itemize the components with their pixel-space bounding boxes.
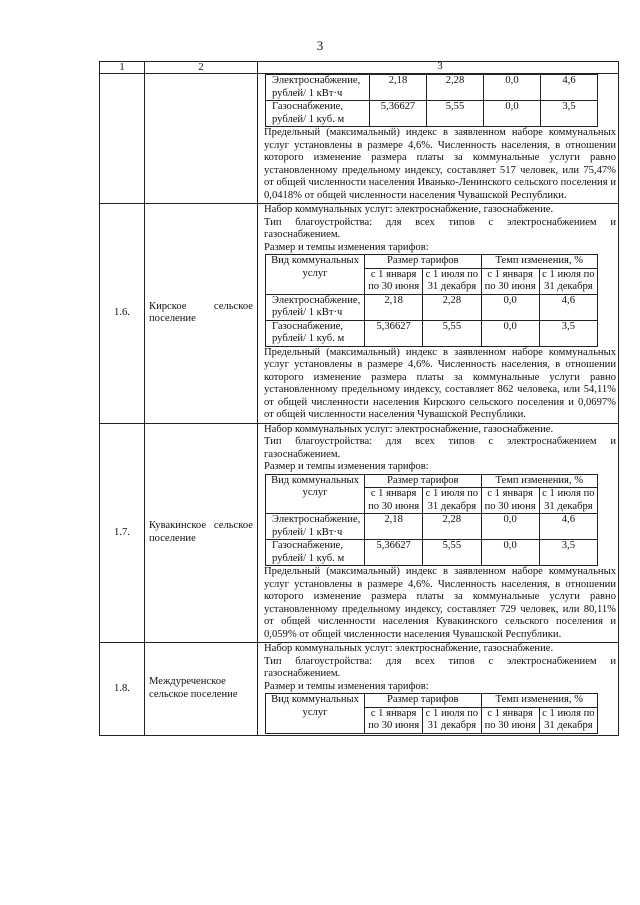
col-rate-header: Темп изменения, % <box>481 255 598 269</box>
value-cell: 4,6 <box>541 75 598 101</box>
header-col-2: 2 <box>145 62 258 74</box>
service-cell: Газоснабжение, рублей/ 1 куб. м <box>266 540 365 566</box>
entry-row-1-6 <box>100 204 619 424</box>
value-cell: 5,55 <box>423 320 481 346</box>
value-cell: 3,5 <box>539 540 597 566</box>
entry-row-1-7 <box>100 423 619 643</box>
value-cell: 0,0 <box>481 294 539 320</box>
sub-header: с 1 июля по 31 декабря <box>423 488 481 514</box>
value-cell: 0,0 <box>481 514 539 540</box>
value-cell: 2,28 <box>423 514 481 540</box>
value-cell: 2,28 <box>427 75 484 101</box>
service-cell: Газоснабжение, рублей/ 1 куб. м <box>266 320 365 346</box>
header-col-3: 3 <box>258 62 619 74</box>
tariffs-title: Размер и темпы изменения тарифов: <box>264 680 429 692</box>
tariff-inner-table <box>265 474 598 567</box>
value-cell: 4,6 <box>539 514 597 540</box>
value-cell: 3,5 <box>539 320 597 346</box>
sub-header: с 1 января по 30 июня <box>481 268 539 294</box>
limit-index-paragraph: Предельный (максимальный) индекс в заявленном наборе коммунальных услуг установлены в размере 4,6%. Численность населения, в отношении которого изменение размера платы за коммунальные услуги равно установленному предельному индексу, составляет 517 человек, или 75,47% от общей численности населения Иванько-Ленинского сельского поселения и 0,0418% от общей численности населения Чувашской Республики. <box>264 127 616 201</box>
inner-row <box>266 294 598 320</box>
value-cell: 5,55 <box>427 101 484 127</box>
improvement-type: Тип благоустройства: для всех типов с электроснабжением и газоснабжением. <box>264 436 616 460</box>
header-col-1: 1 <box>100 62 145 74</box>
services-set: Набор коммунальных услуг: электроснабжение, газоснабжение. <box>264 204 554 215</box>
settlement-name: Кирское сельское поселение <box>145 204 258 424</box>
header-row <box>100 62 619 74</box>
tariff-inner-table <box>265 693 598 734</box>
limit-index-paragraph: Предельный (максимальный) индекс в заявленном наборе коммунальных услуг установлены в размере 4,6%. Численность населения, в отношении которого изменение размера платы за коммунальные услуги равно установленному предельному индексу, составляет 862 человека, или 54,11% от общей численности населения Кирского сельского поселения и 0,0697% от общей численности населения Чувашской Республики. <box>264 346 616 420</box>
entry-row-1-8 <box>100 643 619 736</box>
col-rate-header: Темп изменения, % <box>481 474 598 488</box>
value-cell: 0,0 <box>481 540 539 566</box>
value-cell: 2,18 <box>370 75 427 101</box>
col-size-header: Размер тарифов <box>365 255 482 269</box>
sub-header: с 1 июля по 31 декабря <box>423 707 481 733</box>
value-cell: 2,18 <box>365 514 423 540</box>
inner-row <box>266 514 598 540</box>
limit-index-paragraph: Предельный (максимальный) индекс в заявленном наборе коммунальных услуг установлены в размере 4,6%. Численность населения, в отношении которого изменение размера платы за коммунальные услуги равно установленному предельному индексу, составляет 729 человек, или 80,11% от общей численности населения Кувакинского сельского поселения и 0,059% от общей численности населения Чувашской Республики. <box>264 566 616 640</box>
service-cell: Электроснабжение, рублей/ 1 кВт·ч <box>266 294 365 320</box>
service-cell: Газоснабжение, рублей/ 1 куб. м <box>266 101 370 127</box>
page-number: 3 <box>316 38 324 53</box>
col-size-header: Размер тарифов <box>365 694 482 708</box>
col-service-header: Вид коммунальных услуг <box>266 474 365 514</box>
sub-header: с 1 июля по 31 декабря <box>539 268 597 294</box>
tariff-table <box>99 61 619 736</box>
tariff-inner-table <box>265 254 598 347</box>
value-cell: 0,0 <box>481 320 539 346</box>
services-set: Набор коммунальных услуг: электроснабжение, газоснабжение. <box>264 423 554 435</box>
improvement-type: Тип благоустройства: для всех типов с электроснабжением и газоснабжением. <box>264 655 616 679</box>
inner-row <box>266 540 598 566</box>
sub-header: с 1 июля по 31 декабря <box>539 488 597 514</box>
sub-header: с 1 января по 30 июня <box>481 488 539 514</box>
value-cell: 5,55 <box>423 540 481 566</box>
tariffs-title: Размер и темпы изменения тарифов: <box>264 461 429 472</box>
value-cell: 2,28 <box>423 294 481 320</box>
service-cell: Электроснабжение, рублей/ 1 кВт·ч <box>266 514 365 540</box>
value-cell: 0,0 <box>484 75 541 101</box>
improvement-type: Тип благоустройства: для всех типов с электроснабжением и газоснабжением. <box>264 216 616 240</box>
sub-header: с 1 июля по 31 декабря <box>423 268 481 294</box>
value-cell: 0,0 <box>484 101 541 127</box>
service-cell: Электроснабжение, рублей/ 1 кВт·ч <box>266 75 370 101</box>
sub-header: с 1 января по 30 июня <box>365 707 423 733</box>
sub-header: с 1 января по 30 июня <box>365 488 423 514</box>
inner-row <box>266 75 598 101</box>
value-cell: 2,18 <box>365 294 423 320</box>
sub-header: с 1 июля по 31 декабря <box>539 707 597 733</box>
col-size-header: Размер тарифов <box>365 474 482 488</box>
value-cell: 5,36627 <box>365 320 423 346</box>
col-service-header: Вид коммунальных услуг <box>266 255 365 295</box>
col-rate-header: Темп изменения, % <box>481 694 598 708</box>
continuation-inner-table <box>265 74 598 127</box>
inner-row <box>266 320 598 346</box>
entry-number: 1.7. <box>100 423 145 643</box>
entry-number: 1.8. <box>100 643 145 736</box>
services-set: Набор коммунальных услуг: электроснабжение, газоснабжение. <box>264 643 554 654</box>
sub-header: с 1 января по 30 июня <box>481 707 539 733</box>
value-cell: 4,6 <box>539 294 597 320</box>
settlement-name: Кувакинское сельское поселение <box>145 423 258 643</box>
value-cell: 5,36627 <box>370 101 427 127</box>
sub-header: с 1 января по 30 июня <box>365 268 423 294</box>
col-service-header: Вид коммунальных услуг <box>266 694 365 734</box>
continuation-row <box>100 74 619 204</box>
value-cell: 5,36627 <box>365 540 423 566</box>
tariffs-title: Размер и темпы изменения тарифов: <box>264 241 429 253</box>
inner-row <box>266 101 598 127</box>
value-cell: 3,5 <box>541 101 598 127</box>
entry-number: 1.6. <box>100 204 145 424</box>
settlement-name: Междуреченское сельское поселение <box>145 643 258 736</box>
